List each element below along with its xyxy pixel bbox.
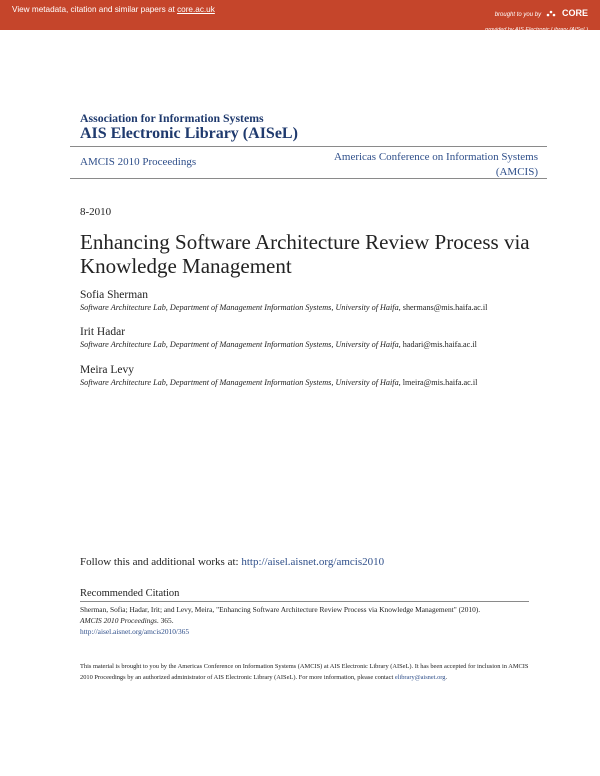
brought-to-you-label: brought to you by [494, 12, 542, 18]
provided-by-label: provided by AIS Electronic Library (AISeL) [485, 27, 588, 33]
organization-header [80, 111, 298, 143]
core-banner [0, 0, 600, 33]
header-rule-top [70, 146, 547, 147]
author-affiliation [80, 303, 487, 312]
affiliation-text: Software Architecture Lab, Department of Management Information Systems, University of Haifa, [80, 378, 403, 387]
author-email: hadari@mis.haifa.ac.il [402, 340, 477, 349]
author-email: shermans@mis.haifa.ac.il [402, 303, 488, 312]
recommended-citation-heading: Recommended Citation [80, 588, 180, 599]
conference-link[interactable]: Americas Conference on Information Systems (AMCIS) [333, 151, 538, 178]
follow-link[interactable]: http://aisel.aisnet.org/amcis2010 [241, 556, 385, 568]
citation-text: Sherman, Sofia; Hadar, Irit; and Levy, Meira, "Enhancing Software Architecture Review Process via Knowledge Management" (2010). [80, 605, 481, 614]
author-name: Meira Levy [80, 364, 134, 376]
contact-email-link[interactable]: elibrary@aisnet.org [394, 674, 446, 681]
availability-notice [80, 661, 540, 683]
affiliation-text: Software Architecture Lab, Department of Management Information Systems, University of Haifa, [80, 303, 403, 312]
core-link-prefix: View metadata, citation and similar papers at [12, 5, 178, 14]
author-name: Sofia Sherman [80, 289, 149, 301]
notice-end: . [445, 674, 448, 681]
notice-text: This material is brought to you by the Americas Conference on Information Systems (AMCIS) at AIS Electronic Library (AISeL). It has been accepted for inclusion in AMCIS 2010 Proceedings by an authorized administrator of AIS Electronic Library (AISeL). For more information, please contact [80, 663, 529, 681]
proceedings-link[interactable]: AMCIS 2010 Proceedings [80, 156, 197, 168]
author-block [80, 289, 487, 312]
follow-line [80, 556, 384, 568]
core-branding [485, 3, 588, 33]
citation-source: AMCIS 2010 Proceedings [80, 616, 157, 625]
core-logo-icon [546, 9, 556, 17]
header-rule-bottom [70, 178, 547, 179]
citation-number: . 365. [156, 616, 174, 625]
core-logo-text[interactable]: CORE [561, 8, 588, 18]
core-link-domain[interactable]: core.ac.uk [177, 5, 215, 14]
paper-title: Enhancing Software Architecture Review Process via Knowledge Management [80, 230, 530, 278]
affiliation-text: Software Architecture Lab, Department of Management Information Systems, University of Haifa, [80, 340, 403, 349]
author-block [80, 364, 477, 387]
citation-link[interactable]: http://aisel.aisnet.org/amcis2010/365 [80, 627, 190, 636]
publication-date: 8-2010 [80, 206, 112, 218]
follow-text: Follow this and additional works at: [80, 556, 242, 568]
org-name[interactable]: Association for Information Systems [80, 111, 264, 125]
author-email: lmeira@mis.haifa.ac.il [402, 378, 478, 387]
citation-source-line [80, 615, 540, 626]
recommended-citation [80, 604, 540, 637]
core-metadata-link[interactable] [12, 5, 215, 14]
library-name[interactable]: AIS Electronic Library (AISeL) [80, 125, 298, 142]
author-name: Irit Hadar [80, 326, 126, 338]
author-affiliation [80, 340, 477, 349]
author-affiliation [80, 378, 477, 387]
author-block [80, 326, 477, 349]
recommended-rule [80, 601, 529, 602]
